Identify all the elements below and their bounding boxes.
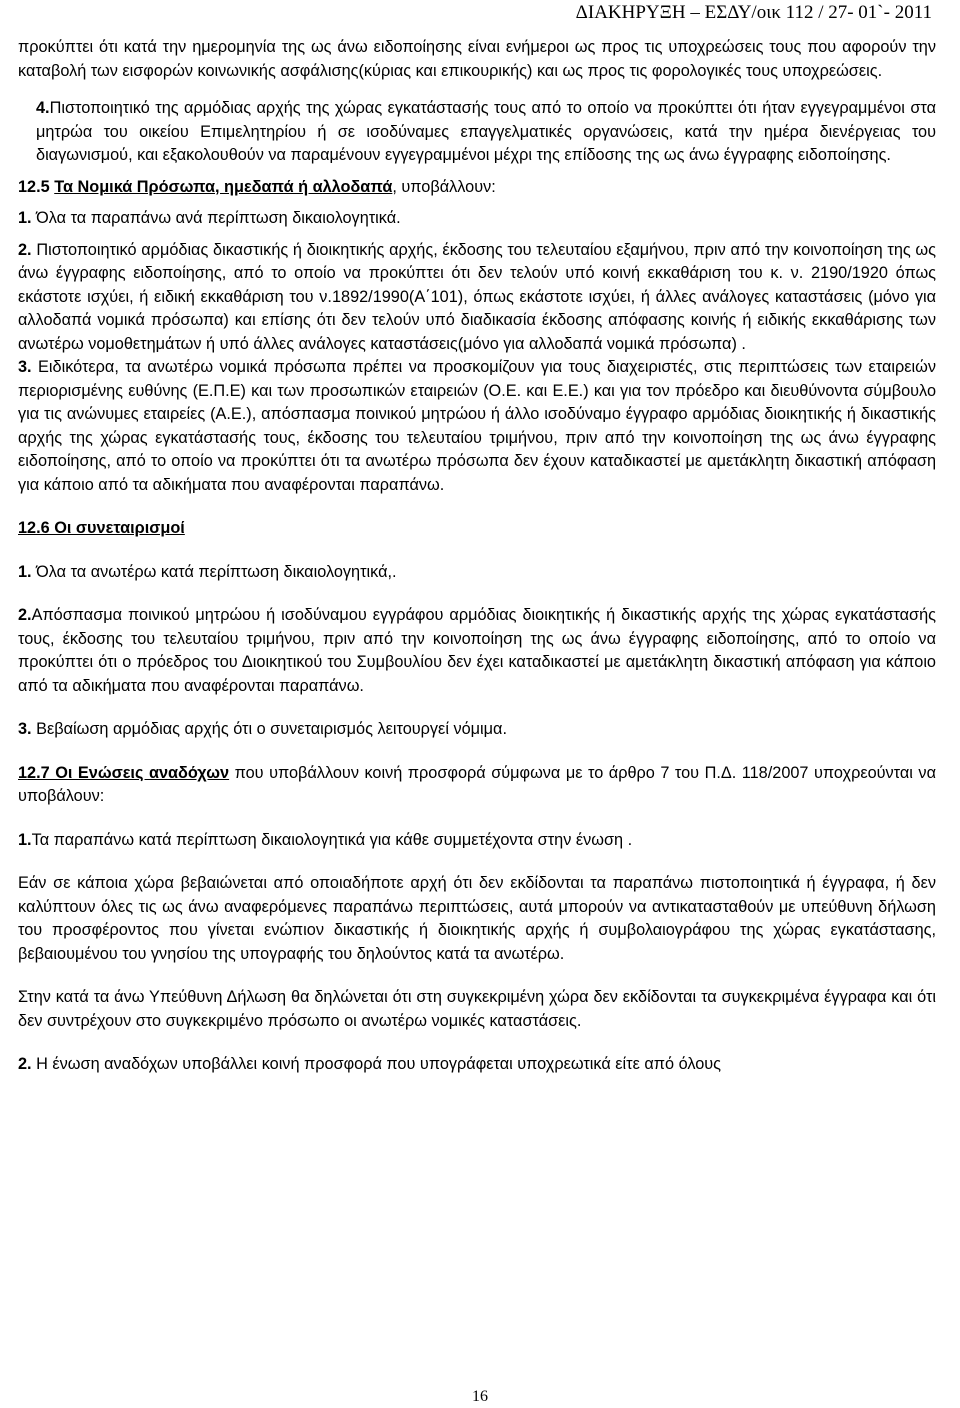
item-number: 3. [18,358,32,376]
section-12-6-heading [18,517,936,541]
document-body [18,36,936,1077]
section-12-5-item-1 [18,207,936,231]
section-12-5-item-3 [18,356,936,497]
page-header: ΔΙΑΚΗΡΥΞΗ – ΕΣΔΥ/οικ 112 / 27- 01`- 2011 [575,2,932,23]
section-12-7-paragraph-b: Στην κατά τα άνω Υπεύθυνη Δήλωση θα δηλώνεται ότι στη συγκεκριμένη χώρα δεν εκδίδονται τα συγκεκριμένα έγγραφα και ότι δεν συντρέχουν στο συγκεκριμένο πρόσωπο οι ανωτέρω νομικές καταστάσεις. [18,988,936,1030]
section-title-rest: , υποβάλλουν: [392,177,496,196]
item-text: Όλα τα παραπάνω ανά περίπτωση δικαιολογητικά. [36,209,401,227]
item-number: 1. [18,209,32,227]
item-text: Όλα τα ανωτέρω κατά περίπτωση δικαιολογητικά,. [36,562,397,581]
item-number: 4. [36,99,50,117]
section-number: 12.5 [18,177,50,196]
item-number: 2. [18,1055,32,1073]
section-12-6-item-2 [18,604,936,698]
item-number: 1. [18,830,32,849]
section-12-7-item-1 [18,829,936,853]
section-title: 12.6 Οι συνεταιρισμοί [18,519,185,537]
item-text: Η ένωση αναδόχων υποβάλλει κοινή προσφορά που υπογράφεται υποχρεωτικά είτε από όλους [36,1055,722,1073]
section-title: 12.7 Οι Ενώσεις αναδόχων [18,763,230,782]
page-number: 16 [472,1388,488,1405]
paragraph-continuation: προκύπτει ότι κατά την ημερομηνία της ως άνω ειδοποίησης είναι ενήμεροι ως προς τις υποχρεώσεις τους που αφορούν την καταβολή των εισφορών κοινωνικής ασφάλισης(κύριας και επικουρικής) και ως προς τις φορολογικές τους υποχρεώσεις. [18,38,936,80]
section-title-rest: που υποβάλλουν κοινή προσφορά σύμφωνα με το άρθρο 7 του Π.Δ. 118/2007 υποχρεούνται να υποβάλουν: [18,763,936,805]
item-number: 2. [18,606,32,624]
section-title: Τα Νομικά Πρόσωπα, ημεδαπά ή αλλοδαπά [54,177,393,196]
item-4 [18,97,936,168]
item-number: 3. [18,720,32,738]
section-12-5-heading [18,176,936,200]
item-text: Τα παραπάνω κατά περίπτωση δικαιολογητικά για κάθε συμμετέχοντα στην ένωση . [31,830,633,849]
section-12-7-heading [18,762,936,809]
section-12-7-item-2 [18,1053,936,1077]
section-12-6-item-3 [18,718,936,742]
section-12-7-paragraph-a: Εάν σε κάποια χώρα βεβαιώνεται από οποιαδήποτε αρχή ότι δεν εκδίδονται τα παραπάνω πιστοποιητικά ή έγγραφα, ή δεν καλύπτουν όλες τις ως άνω αναφερόμενες παραπάνω περιπτώσεις, αυτά μπορούν να αντικατασταθούν με υπεύθυνη δήλωση του προσφέροντος που γίνεται ενώπιον δικαστικής ή διοικητικής αρχής ή συμβολαιογράφου της χώρας εγκατάστασης, βεβαιουμένου του γνησίου της υπογραφής του δηλούντος κατά τα ανωτέρω. [18,874,936,963]
item-number: 2. [18,240,32,259]
item-number: 1. [18,562,32,581]
item-text: Ειδικότερα, τα ανωτέρω νομικά πρόσωπα πρέπει να προσκομίζουν για τους διαχειριστές, στις περιπτώσεις των εταιρειών περιορισμένης ευθύνης (Ε.Π.Ε) και των προσωπικών εταιρειών (Ο.Ε. και Ε.Ε.) και για τον πρόεδρο και διευθύνοντα σύμβουλο για τις ανώνυμες εταιρείες (Α.Ε.), απόσπασμα ποινικού μητρώου ή άλλο ισοδύναμο έγγραφο αρμόδιας διοικητικής ή δικαστικής αρχής της χώρας εγκατάστασής τους, έκδοσης του τελευταίου τριμήνου, πριν από την κοινοποίηση της ως άνω έγγραφης ειδοποίησης, από το οποίο να προκύπτει ότι τα ανωτέρω πρόσωπα δεν έχουν καταδικαστεί με αμετάκλητη δικαστική απόφαση για κάποιο από τα αδικήματα που αναφέρονται παραπάνω. [18,358,937,494]
section-12-5-item-2 [18,239,936,357]
item-text: Απόσπασμα ποινικού μητρώου ή ισοδύναμου εγγράφου αρμόδιας διοικητικής ή δικαστικής αρχής της χώρας εγκατάστασής τους, έκδοσης του τελευταίου τριμήνου, πριν από την κοινοποίηση της ως άνω έγγραφης ειδοποίησης, από το οποίο να προκύπτει ότι ο πρόεδρος του Διοικητικού του Συμβουλίου δεν έχει καταδικαστεί με αμετάκλητη δικαστική απόφαση για κάποιο από τα αδικήματα που αναφέρονται παραπάνω. [18,606,936,695]
section-12-6-item-1 [18,561,936,585]
item-text: Πιστοποιητικό της αρμόδιας αρχής της χώρας εγκατάστασής τους από το οποίο να προκύπτει ότι ήταν εγγεγραμμένοι στα μητρώα του οικείου Επιμελητηρίου ή σε ισοδύναμες επαγγελματικές οργανώσεις, κατά την ημέρα διενέργειας του διαγωνισμού, και εξακολουθούν να παραμένουν εγγεγραμμένοι μέχρι της επίδοσης της ως άνω έγγραφης ειδοποίησης. [36,99,936,164]
item-text: Πιστοποιητικό αρμόδιας δικαστικής ή διοικητικής αρχής, έκδοσης του τελευταίου εξαμήνου, πριν από την κοινοποίηση της ως άνω έγγραφης ειδοποίησης, από το οποίο να προκύπτει ότι δεν τελούν υπό κοινή εκκαθάριση του κ. ν. 2190/1920 όπως εκάστοτε ισχύει, ή ειδική εκκαθάριση του ν.1892/1990(Α΄101), όπως εκάστοτε ισχύει, ή άλλες ανάλογες καταστάσεις (μόνο για αλλοδαπά νομικά πρόσωπα) και επίσης ότι δεν τελούν υπό διαδικασία έκδοσης απόφασης κοινής ή ειδικής εκκαθάρισης των ανωτέρω νομοθετημάτων ή υπό άλλες ανάλογες καταστάσεις(μόνο για αλλοδαπά νομικά πρόσωπα) . [18,240,936,353]
item-text: Βεβαίωση αρμόδιας αρχής ότι ο συνεταιρισμός λειτουργεί νόμιμα. [36,720,507,738]
